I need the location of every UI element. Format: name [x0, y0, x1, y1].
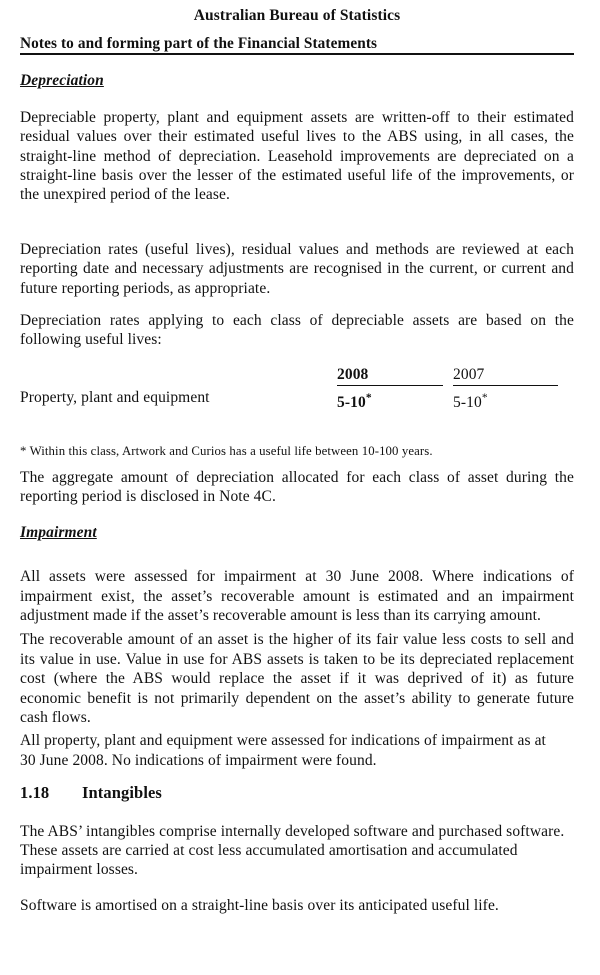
paragraph-impairment-recoverable	[20, 630, 574, 727]
text-line: straight-line method of depreciation. Leasehold improvements are depreciated on a	[20, 147, 574, 165]
text-line: cost (where the ABS would replace the asset if it was deprived of it) as future	[20, 670, 574, 688]
text-line: The recoverable amount of an asset is the higher of its fair value less costs to sell and	[20, 631, 574, 649]
text-line: adjustment made if the asset’s recoverable amount is less than its carrying amount.	[20, 606, 541, 624]
column-header-2007: 2007	[453, 365, 485, 383]
table-footnote: * Within this class, Artwork and Curios has a useful life between 10-100 years.	[20, 443, 433, 458]
text-line: reporting date and necessary adjustments are recognised in the current, or current and	[20, 260, 574, 278]
paragraph-intangibles-amortised	[20, 896, 574, 915]
paragraph-depreciation-policy	[20, 108, 574, 205]
useful-life-value: 5-10	[453, 394, 482, 412]
text-line: Depreciation rates (useful lives), residual values and methods are reviewed at each	[20, 240, 574, 258]
text-line: 30 June 2008. No indications of impairment were found.	[20, 751, 377, 769]
text-line: straight-line basis over the lesser of the estimated useful life of the improvements, or	[20, 167, 574, 185]
section-heading-depreciation: Depreciation	[20, 72, 104, 90]
table-row-label: Property, plant and equipment	[20, 388, 210, 406]
useful-lives-table	[20, 364, 574, 410]
text-line: Depreciation rates applying to each class of depreciable assets are based on the	[20, 312, 574, 330]
section-number: 1.18	[20, 783, 50, 803]
text-line: The aggregate amount of depreciation allocated for each class of asset during the	[20, 468, 574, 486]
paragraph-depreciation-review	[20, 240, 574, 298]
table-column-2008	[337, 364, 443, 413]
text-line: All property, plant and equipment were assessed for indications of impairment as at	[20, 732, 546, 750]
cell-value-2007	[453, 385, 558, 413]
paragraph-depreciation-aggregate	[20, 468, 574, 507]
cell-value-2008	[337, 385, 443, 413]
section-heading-impairment: Impairment	[20, 523, 97, 541]
text-line: All assets were assessed for impairment at 30 June 2008. Where indications of	[20, 568, 574, 586]
column-header-2008: 2008	[337, 365, 369, 383]
text-line: These assets are carried at cost less accumulated amortisation and accumulated	[20, 841, 518, 859]
text-line: reporting period is disclosed in Note 4C.	[20, 488, 276, 506]
text-line: cash flows.	[20, 708, 91, 726]
paragraph-depreciation-rates-intro	[20, 311, 574, 350]
text-line: its value in use. Value in use for ABS assets is taken to be its depreciated replacement	[20, 650, 574, 668]
text-line: future reporting periods, as appropriate.	[20, 279, 271, 297]
table-column-2007	[453, 364, 558, 413]
text-line: economic benefit is not primarily dependent on the asset’s ability to generate future	[20, 689, 574, 707]
doc-subtitle: Notes to and forming part of the Financial Statements	[20, 37, 574, 55]
text-line: the unexpired period of the lease.	[20, 186, 230, 204]
text-line: impairment exist, the asset’s recoverable amount is estimated and an impairment	[20, 587, 574, 605]
useful-life-value: 5-10	[337, 394, 366, 412]
paragraph-impairment-no-indications	[20, 731, 574, 770]
paragraph-intangibles-comprise	[20, 822, 574, 880]
footnote-marker: *	[481, 391, 488, 404]
text-line: Depreciable property, plant and equipment assets are written-off to their estimated	[20, 108, 574, 126]
text-line: following useful lives:	[20, 331, 162, 349]
section-heading-intangibles	[20, 783, 574, 802]
page-title: Australian Bureau of Statistics	[193, 7, 401, 24]
text-line: impairment losses.	[20, 861, 139, 879]
text-line: Software is amortised on a straight-line basis over its anticipated useful life.	[20, 896, 499, 914]
text-line: The ABS’ intangibles comprise internally developed software and purchased software.	[20, 822, 565, 840]
text-line: residual values over their estimated useful lives to the ABS using, in all cases, the	[20, 128, 574, 146]
section-title: Intangibles	[82, 783, 162, 803]
paragraph-impairment-assessed	[20, 567, 574, 625]
footnote-marker: *	[365, 391, 372, 404]
